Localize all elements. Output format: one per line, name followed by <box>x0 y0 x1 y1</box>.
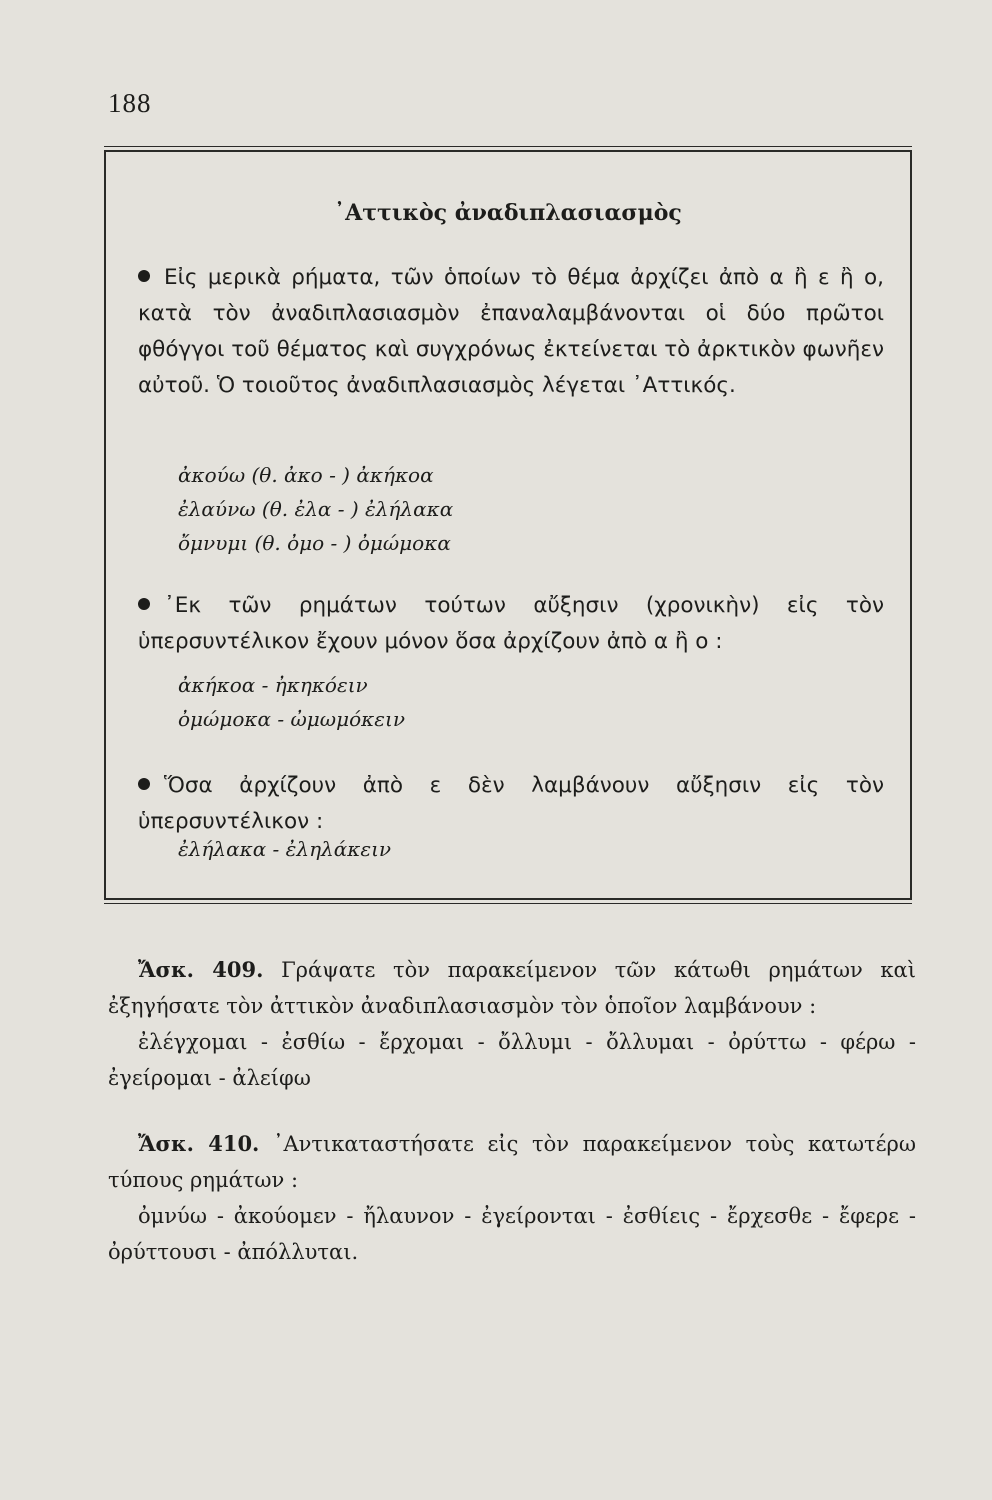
example-line: ἀκούω (θ. ἀκο - ) ἀκήκοα <box>178 463 434 487</box>
exercise-410-label: Ἄσκ. 410. <box>138 1131 260 1156</box>
box-title: ᾿Αττικὸς ἀναδιπλασιασμὸς <box>334 200 682 226</box>
rule-paragraph-3 <box>138 768 884 840</box>
example-line: ὄμνυμι (θ. ὀμο - ) ὀμώμοκα <box>178 531 451 555</box>
bullet-icon <box>138 598 150 610</box>
exercise-410-words: ὀμνύω - ἀκούομεν - ἤλαυνον - ἐγείρονται - ἐσθίεις - ἔρχεσθε - ἔφερε - ὀρύττουσι - ἀπόλλυται. <box>108 1204 916 1264</box>
example-line: ἐλαύνω (θ. ἐλα - ) ἐλήλακα <box>178 497 454 521</box>
example-line: ἐλήλακα - ἐληλάκειν <box>178 837 392 861</box>
bullet-icon <box>138 270 150 282</box>
exercise-410-instruction <box>108 1126 916 1198</box>
exercise-409-label: Ἄσκ. 409. <box>138 957 264 982</box>
bullet-icon <box>138 778 150 790</box>
rule-paragraph-2 <box>138 588 884 660</box>
exercise-409 <box>108 952 916 1096</box>
rule-text-2: ᾿Εκ τῶν ρημάτων τούτων αὔξησιν (χρονικὴν) εἰς τὸν ὑπερσυντέλικον ἔχουν μόνον ὅσα ἀρχίζουν ἀπὸ α ἢ ο : <box>138 593 884 654</box>
examples-block-2 <box>178 668 405 736</box>
rule-text-1: Εἰς μερικὰ ρήματα, τῶν ὁποίων τὸ θέμα ἀρχίζει ἀπὸ α ἢ ε ἢ ο, κατὰ τὸν ἀναδιπλασιασμὸν ἐπαναλαμβάνονται οἱ δύο πρῶτοι φθόγγοι τοῦ θέματος καὶ συγχρόνως ἐκτείνεται τὸ ἀρκτικὸν φωνῆεν αὐτοῦ. Ὁ τοιοῦτος ἀναδιπλασιασμὸς λέγεται ᾿Αττικός. <box>138 265 884 398</box>
exercise-410-text: ᾿Αντικαταστήσατε εἰς τὸν παρακείμενον τοὺς κατωτέρω τύπους ρημάτων : <box>108 1132 916 1192</box>
rule-text-3: Ὅσα ἀρχίζουν ἀπὸ ε δὲν λαμβάνουν αὔξησιν εἰς τὸν ὑπερσυντέλικον : <box>138 773 884 834</box>
rule-box <box>104 150 912 900</box>
examples-block-3 <box>178 832 391 866</box>
page-number: 188 <box>108 88 152 118</box>
exercise-409-instruction <box>108 952 916 1024</box>
exercise-409-text: Γράψατε τὸν παρακείμενον τῶν κάτωθι ρημάτων καὶ ἐξηγήσατε τὸν ἀττικὸν ἀναδιπλασιασμὸν τὸν ὁποῖον λαμβάνουν : <box>108 958 916 1018</box>
example-line: ἀκήκοα - ἠκηκόειν <box>178 673 368 697</box>
examples-block-1 <box>178 458 453 560</box>
exercise-409-words: ἐλέγχομαι - ἐσθίω - ἔρχομαι - ὄλλυμι - ὄλλυμαι - ὀρύττω - φέρω - ἐγείρομαι - ἀλείφω <box>108 1030 916 1090</box>
example-line: ὀμώμοκα - ὠμωμόκειν <box>178 707 405 731</box>
exercise-410 <box>108 1126 916 1270</box>
rule-paragraph-1 <box>138 260 884 404</box>
